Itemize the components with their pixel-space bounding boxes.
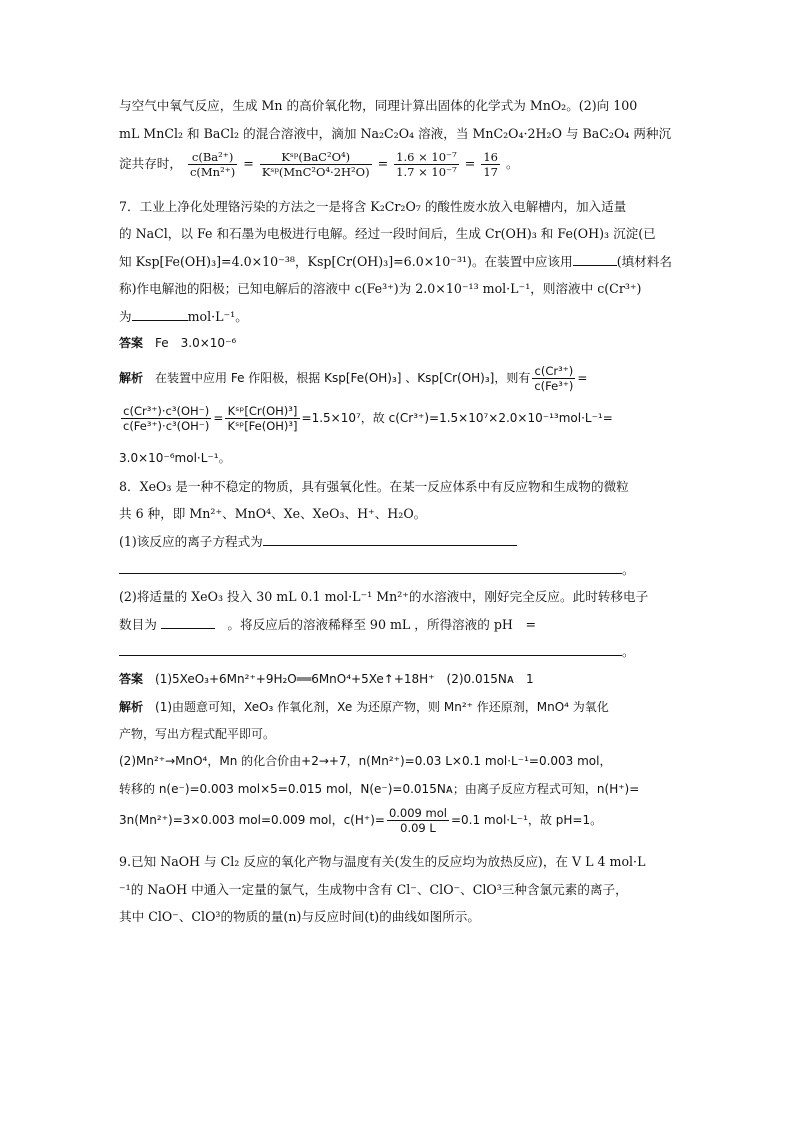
period: 。 bbox=[622, 644, 635, 659]
fraction bbox=[532, 364, 575, 393]
question-8-line: 共 6 种，即 Mn²⁺、MnO⁴、Xe、XeO₃、H⁺、H₂O。 bbox=[119, 506, 427, 521]
equals-sign: = bbox=[213, 411, 224, 425]
analysis-text: 在装置中应用 Fe 作阳极，根据 Ksp[Fe(OH)₃] 、Ksp[Cr(OH)₃]，则有 bbox=[155, 371, 531, 385]
question-7-line: 的 NaCl，以 Fe 和石墨为电极进行电解。经过一段时间后，生成 Cr(OH)₃ 和 Fe(OH)₃ 沉淀(已 bbox=[119, 226, 656, 241]
question-8-line: (2)将适量的 XeO₃ 投入 30 mL 0.1 mol·L⁻¹ Mn²⁺的水溶液中，刚好完全反应。此时转移电子 bbox=[119, 589, 649, 604]
equals-sign: = bbox=[377, 156, 389, 171]
fraction-denominator: 17 bbox=[483, 165, 498, 179]
analysis-text: =1.5×10⁷，故 c(Cr³⁺)=1.5×10⁷×2.0×10⁻¹³mol·L⁻¹= bbox=[301, 411, 613, 425]
answer-blank[interactable] bbox=[263, 533, 517, 546]
question-7-line: 7．工业上净化处理铬污染的方法之一是将含 K₂Cr₂O₇ 的酸性废水放入电解槽内，加入适量 bbox=[119, 199, 627, 214]
fraction bbox=[387, 806, 449, 835]
analysis-line: 转移的 n(e⁻)=0.003 mol×5=0.015 mol，N(e⁻)=0.015Nᴀ；由离子反应方程式可知，n(H⁺)= bbox=[119, 782, 640, 796]
answer-blank[interactable] bbox=[161, 616, 215, 629]
question-7-line: 称)作电解池的阳极；已知电解后的溶液中 c(Fe³⁺)为 2.0×10⁻¹³ mol·L⁻¹，则溶液中 c(Cr³⁺) bbox=[119, 281, 642, 296]
text-segment: 知 Ksp[Fe(OH)₃]=4.0×10⁻³⁸，Ksp[Cr(OH)₃]=6.0×10⁻³¹)。在装置中应该用 bbox=[119, 254, 573, 269]
analysis-line bbox=[119, 699, 609, 715]
fraction-numerator: 0.009 mol bbox=[388, 806, 447, 820]
period: 。 bbox=[505, 156, 519, 171]
text-segment: mol·L⁻¹。 bbox=[187, 309, 248, 324]
fraction-numerator: c(Cr³⁺) bbox=[532, 364, 575, 379]
question-8-line bbox=[119, 561, 635, 578]
question-9-line: ⁻¹的 NaOH 中通入一定量的氯气，生成物中含有 Cl⁻、ClO⁻、ClO³三种含氯元素的离子， bbox=[119, 882, 628, 897]
analysis-label: 解析 bbox=[119, 700, 144, 714]
text-segment: 淀共存时， bbox=[119, 156, 182, 171]
fraction bbox=[260, 150, 372, 179]
fraction bbox=[188, 150, 237, 179]
fraction-denominator: c(Fe³⁺)·c³(OH⁻) bbox=[123, 419, 210, 433]
text-segment: (1)该反应的离子方程式为 bbox=[119, 534, 263, 549]
fraction bbox=[225, 404, 299, 433]
fraction-denominator: c(Mn²⁺) bbox=[189, 165, 236, 179]
text-line: 与空气中氧气反应，生成 Mn 的高价氧化物，同理计算出固体的化学式为 MnO₂。(2)向 100 bbox=[119, 98, 638, 113]
answer-blank[interactable] bbox=[132, 308, 188, 321]
text-segment: 为 bbox=[119, 309, 132, 324]
question-9-line: 其中 ClO⁻、ClO³的物质的量(n)与反应时间(t)的曲线如图所示。 bbox=[119, 909, 480, 924]
fraction-numerator: Kˢᵖ[Cr(OH)³] bbox=[225, 404, 299, 419]
analysis-label: 解析 bbox=[119, 371, 144, 385]
answer-label: 答案 bbox=[119, 672, 144, 686]
fraction-denominator: 0.09 L bbox=[400, 821, 436, 835]
answer-text: (1)5XeO₃+6Mn²⁺+9H₂O══6MnO⁴+5Xe↑+18H⁺ (2)0.015Nᴀ 1 bbox=[155, 672, 534, 686]
question-8-line bbox=[119, 643, 635, 660]
answer-blank[interactable] bbox=[573, 253, 617, 266]
text-line: mL MnCl₂ 和 BaCl₂ 的混合溶液中，滴加 Na₂C₂O₄ 溶液，当 MnC₂O₄·2H₂O 与 BaC₂O₄ 两种沉 bbox=[119, 126, 672, 141]
fraction-denominator: Kˢᵖ[Fe(OH)³] bbox=[227, 419, 298, 433]
analysis-line: 产物，写出方程式配平即可。 bbox=[119, 727, 276, 741]
analysis-line bbox=[119, 404, 613, 433]
text-segment: (填材料名 bbox=[616, 254, 672, 269]
period: 。 bbox=[622, 562, 635, 577]
analysis-line: (2)Mn²⁺→MnO⁴，Mn 的化合价由+2→+7，n(Mn²⁺)=0.03 L×0.1 mol·L⁻¹=0.003 mol， bbox=[119, 754, 612, 768]
answer-text: Fe 3.0×10⁻⁶ bbox=[155, 336, 237, 350]
equals-sign: = bbox=[243, 156, 254, 171]
analysis-line: 3.0×10⁻⁶mol·L⁻¹。 bbox=[119, 451, 231, 465]
fraction bbox=[481, 150, 500, 179]
analysis-line bbox=[119, 806, 602, 835]
fraction bbox=[394, 150, 459, 179]
fraction-numerator: c(Ba²⁺) bbox=[188, 150, 237, 165]
text-segment: 数目为 bbox=[119, 617, 157, 632]
analysis-text: 3n(Mn²⁺)=3×0.003 mol=0.009 mol，c(H⁺)= bbox=[119, 813, 385, 827]
answer-blank[interactable] bbox=[119, 561, 622, 574]
answer-blank[interactable] bbox=[119, 643, 622, 656]
fraction-numerator: 16 bbox=[483, 150, 498, 164]
analysis-line bbox=[119, 364, 587, 393]
analysis-text: (1)由题意可知，XeO₃ 作氧化剂，Xe 为还原产物，则 Mn²⁺ 作还原剂，MnO⁴ 为氧化 bbox=[155, 700, 609, 714]
question-7-line bbox=[119, 308, 248, 325]
fraction-denominator: Kˢᵖ(MnC²O⁴·2H²O) bbox=[261, 165, 370, 179]
fraction-denominator: c(Fe³⁺) bbox=[534, 379, 574, 393]
fraction-numerator: c(Cr³⁺)·c³(OH⁻) bbox=[121, 404, 211, 419]
answer-line bbox=[119, 671, 534, 687]
question-8-line: 8．XeO₃ 是一种不稳定的物质，具有强氧化性。在某一反应体系中有反应物和生成物的微粒 bbox=[119, 479, 629, 494]
equals-sign: = bbox=[577, 371, 588, 385]
equals-sign: = bbox=[464, 156, 476, 171]
answer-label: 答案 bbox=[119, 336, 144, 350]
fraction bbox=[121, 404, 211, 433]
fraction-denominator: 1.7 × 10⁻⁷ bbox=[396, 165, 457, 179]
answer-line bbox=[119, 335, 236, 351]
fraction-line bbox=[119, 150, 519, 179]
question-8-line bbox=[119, 616, 536, 633]
question-7-line bbox=[119, 253, 672, 270]
text-segment: 。将反应后的溶液稀释至 90 mL ，所得溶液的 pH = bbox=[227, 617, 537, 632]
question-8-line bbox=[119, 533, 517, 550]
fraction-numerator: 1.6 × 10⁻⁷ bbox=[396, 150, 457, 164]
question-9-line: 9.已知 NaOH 与 Cl₂ 反应的氧化产物与温度有关(发生的反应均为放热反应)，在 V L 4 mol·L bbox=[119, 854, 646, 869]
fraction-numerator: Kˢᵖ(BaC²O⁴) bbox=[260, 150, 372, 165]
analysis-text: =0.1 mol·L⁻¹，故 pH=1。 bbox=[450, 813, 603, 827]
